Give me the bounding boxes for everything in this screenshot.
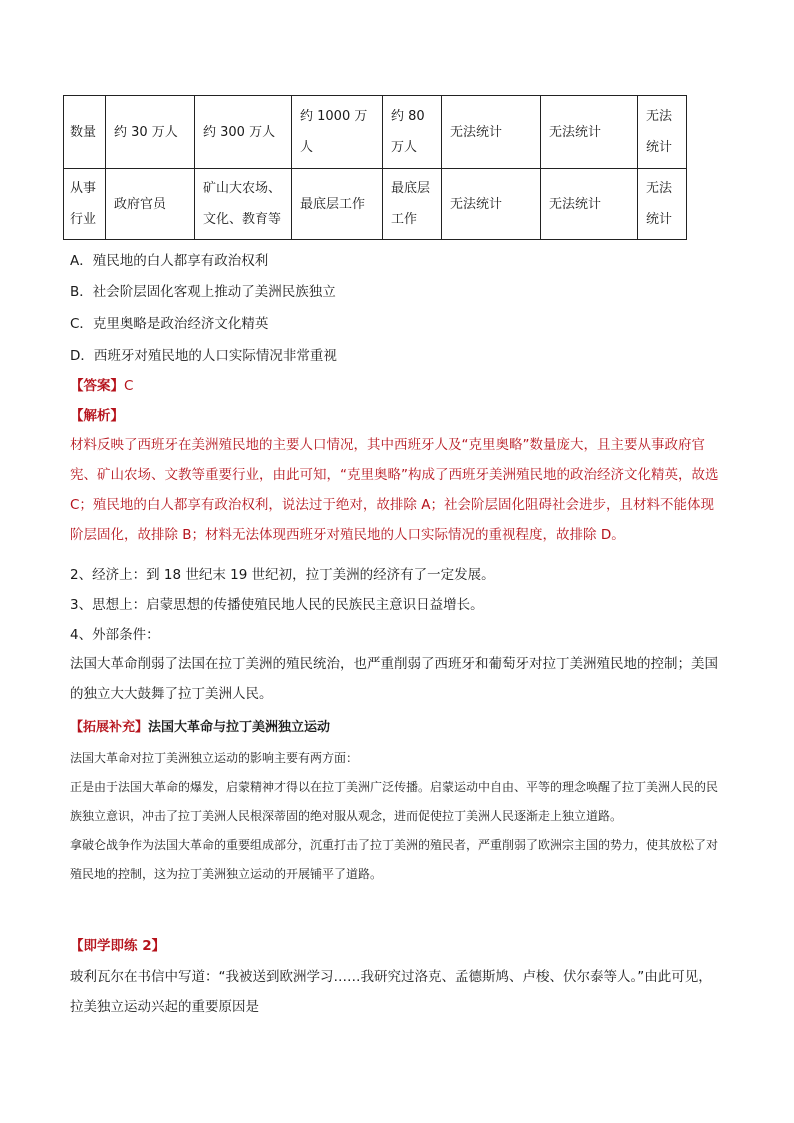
table-cell: 约 30 万人 — [106, 96, 195, 169]
table-cell: 无法统计 — [638, 96, 687, 169]
table-cell: 无法统计 — [541, 169, 638, 240]
answer-value: C — [124, 378, 134, 394]
point-external-text: 法国大革命削弱了法国在拉丁美洲的殖民统治，也严重削弱了西班牙和葡萄牙对拉丁美洲殖民地的控制；美国的独立大大鼓舞了拉丁美洲人民。 — [70, 656, 718, 702]
table-cell: 无法统计 — [442, 169, 541, 240]
analysis-label: 【解析】 — [70, 408, 124, 424]
table-cell: 最底层工作 — [292, 169, 383, 240]
answer-line — [70, 374, 133, 394]
supplement-heading — [70, 716, 330, 735]
supplement-para-2: 拿破仑战争作为法国大革命的重要组成部分，沉重打击了拉丁美洲的殖民者，严重削弱了欧洲宗主国的势力，使其放松了对殖民地的控制，这为拉丁美洲独立运动的开展铺平了道路。 — [70, 838, 719, 881]
row-label: 从事行业 — [64, 169, 106, 240]
table-cell: 政府官员 — [106, 169, 195, 240]
supplement-title: 法国大革命与拉丁美洲独立运动 — [148, 720, 331, 735]
supplement-intro: 法国大革命对拉丁美洲独立运动的影响主要有两方面： — [70, 751, 359, 765]
table-cell: 约 1000 万人 — [292, 96, 383, 169]
option-c: C．克里奥略是政治经济文化精英 — [70, 316, 269, 332]
table-row-occupation — [64, 169, 687, 240]
practice-label: 【即学即练 2】 — [70, 938, 166, 954]
option-b: B．社会阶层固化客观上推动了美洲民族独立 — [70, 284, 336, 300]
option-d: D．西班牙对殖民地的人口实际情况非常重视 — [70, 348, 337, 364]
table-cell: 约 300 万人 — [195, 96, 292, 169]
point-ideology: 3、思想上：启蒙思想的传播使殖民地人民的民族民主意识日益增长。 — [70, 597, 484, 613]
supplement-body — [70, 744, 722, 889]
table-cell: 约 80 万人 — [383, 96, 442, 169]
supplement-para-1: 正是由于法国大革命的爆发，启蒙精神才得以在拉丁美洲广泛传播。启蒙运动中自由、平等的理念唤醒了拉丁美洲人民的民族独立意识，冲击了拉丁美洲人民根深蒂固的绝对服从观念，进而促使拉丁美洲人民逐渐走上独立道路。 — [70, 780, 719, 823]
analysis-text: 材料反映了西班牙在美洲殖民地的主要人口情况，其中西班牙人及“克里奥略”数量庞大，且主要从事政府官宪、矿山农场、文教等重要行业，由此可知，“克里奥略”构成了西班牙美洲殖民地的政治经济文化精英，故选 C；殖民地的白人都享有政治权利，说法过于绝对，故排除 A；社会阶层固化阻碍社会进步，且材料不能体现阶层固化，故排除 B；材料无法体现西班牙对殖民地的人口实际情况的重视程度，故排除 D。 — [70, 437, 719, 543]
table-cell: 无法统计 — [638, 169, 687, 240]
point-economy: 2、经济上：到 18 世纪末 19 世纪初，拉丁美洲的经济有了一定发展。 — [70, 567, 495, 583]
supplement-bracket: 【拓展补充】 — [70, 720, 149, 735]
row-label: 数量 — [64, 96, 106, 169]
table-cell: 最底层工作 — [383, 169, 442, 240]
practice-question: 玻利瓦尔在书信中写道：“我被送到欧洲学习……我研究过洛克、孟德斯鸠、卢梭、伏尔泰等人。”由此可见，拉美独立运动兴起的重要原因是 — [70, 969, 712, 1015]
point-external: 4、外部条件： — [70, 627, 160, 643]
table-cell: 无法统计 — [541, 96, 638, 169]
table-cell: 矿山大农场、文化、教育等 — [195, 169, 292, 240]
table-row-quantity — [64, 96, 687, 169]
option-a: A．殖民地的白人都享有政治权利 — [70, 253, 269, 269]
answer-label: 【答案】 — [70, 378, 124, 394]
population-table — [63, 95, 687, 240]
table-cell: 无法统计 — [442, 96, 541, 169]
